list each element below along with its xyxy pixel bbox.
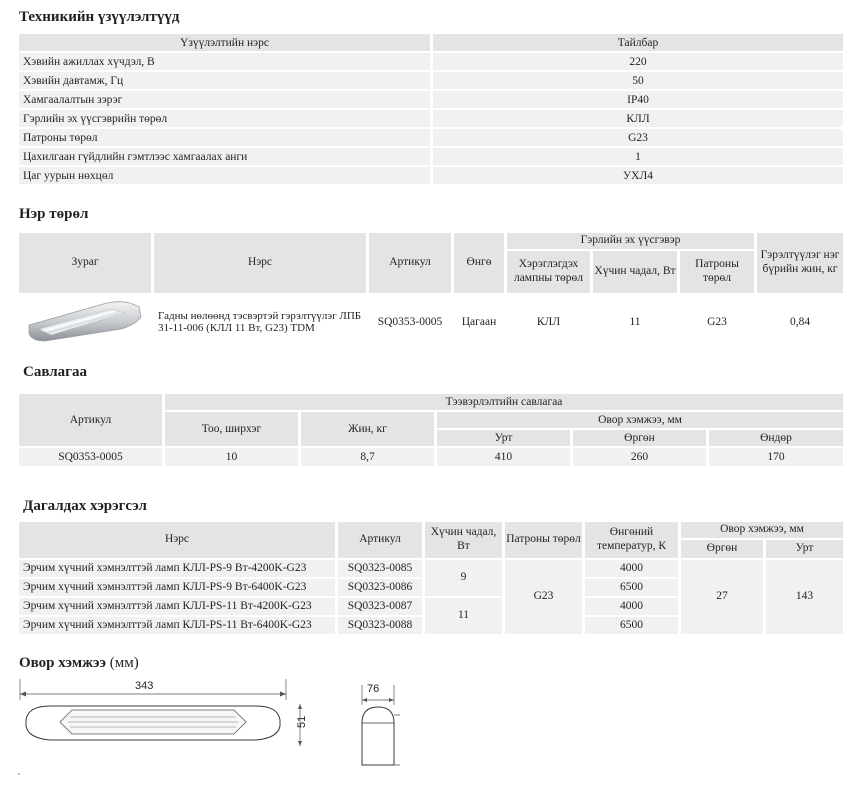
spec-value: КЛЛ: [433, 110, 843, 127]
assortment-header-weight: Гэрэлтүүлэг нэг бүрийн жин, кг: [757, 233, 843, 293]
product-color: Цагаан: [454, 295, 504, 350]
spec-value: IP40: [433, 91, 843, 108]
packaging-table: [16, 392, 846, 468]
assortment-header-name: Нэрс: [154, 233, 366, 293]
spec-value: УХЛ4: [433, 167, 843, 184]
front-view-drawing: [14, 676, 314, 780]
assortment-header-color: Өнгө: [454, 233, 504, 293]
accessory-name: Эрчим хүчний хэмнэлттэй ламп КЛЛ-PS-11 Вт-6400K-G23: [19, 617, 335, 634]
table-row: [19, 448, 843, 466]
dimension-length-label: 343: [135, 680, 154, 692]
section-title-dimensions: [19, 655, 139, 672]
packaging-header-height: Өндөр: [709, 430, 843, 446]
table-row: [19, 167, 843, 184]
table-row: [19, 148, 843, 165]
packaging-header-length: Урт: [437, 430, 570, 446]
spec-name: Цахилгаан гүйдлийн гэмтлээс хамгаалах анги: [19, 148, 430, 165]
table-row: [19, 110, 843, 127]
spec-value: 1: [433, 148, 843, 165]
specs-header-name: Үзүүлэлтийн нэрс: [19, 34, 430, 51]
accessory-temp: 4000: [585, 598, 678, 615]
luminaire-image: [25, 295, 145, 345]
dimension-height-label: 51: [296, 715, 308, 728]
assortment-header-source: Гэрлийн эх үүсгэвэр: [507, 233, 754, 249]
packaging-header-qty: Тоо, ширхэг: [165, 412, 298, 446]
dimensions-title-unit: (мм): [109, 655, 139, 671]
product-socket: G23: [680, 295, 754, 350]
accessory-length: 143: [766, 560, 843, 634]
spec-name: Хэвийн ажиллах хүчдэл, В: [19, 53, 430, 70]
accessories-header-width: Өргөн: [681, 540, 763, 558]
section-title-packaging: Савлагаа: [23, 364, 87, 380]
dimensions-title-text: Овор хэмжээ: [19, 655, 106, 671]
assortment-header-socket: Патроны төрөл: [680, 251, 754, 293]
spec-value: G23: [433, 129, 843, 146]
accessory-socket: G23: [505, 560, 582, 634]
accessory-article: SQ0323-0085: [338, 560, 422, 577]
specs-header-desc: Тайлбар: [433, 34, 843, 51]
assortment-header-power: Хүчин чадал, Вт: [593, 251, 677, 293]
spec-value: 220: [433, 53, 843, 70]
accessories-table: [16, 520, 846, 636]
spec-value: 50: [433, 72, 843, 89]
accessory-article: SQ0323-0087: [338, 598, 422, 615]
accessory-width: 27: [681, 560, 763, 634]
packaging-length: 410: [437, 448, 570, 466]
accessories-header-article: Артикул: [338, 522, 422, 558]
accessory-temp: 6500: [585, 617, 678, 634]
product-power: 11: [593, 295, 677, 350]
section-title-accessories: Дагалдах хэрэгсэл: [23, 498, 147, 514]
table-row: [19, 560, 843, 577]
packaging-weight: 8,7: [301, 448, 434, 466]
section-title-assortment: Нэр төрөл: [19, 206, 89, 222]
accessory-article: SQ0323-0086: [338, 579, 422, 596]
product-weight: 0,84: [757, 295, 843, 350]
packaging-height: 170: [709, 448, 843, 466]
spec-name: Цаг уурын нөхцөл: [19, 167, 430, 184]
packaging-header-dims: Овор хэмжээ, мм: [437, 412, 843, 428]
accessory-temp: 6500: [585, 579, 678, 596]
accessories-header-length: Урт: [766, 540, 843, 558]
accessories-header-socket: Патроны төрөл: [505, 522, 582, 558]
assortment-header-lamp-type: Хэрэглэгдэх лампны төрөл: [507, 251, 590, 293]
packaging-width: 260: [573, 448, 706, 466]
side-view-drawing: [352, 683, 422, 773]
product-lamp-type: КЛЛ: [507, 295, 590, 350]
product-name: Гадны нөлөөнд тэсвэртэй гэрэлтүүлэг ЛПБ 31-11-006 (КЛЛ 11 Вт, G23) TDM: [154, 295, 366, 350]
product-image: [19, 295, 151, 350]
accessory-power-9: 9: [425, 560, 502, 596]
accessories-header-dims: Овор хэмжээ, мм: [681, 522, 843, 538]
assortment-header-image: Зураг: [19, 233, 151, 293]
section-title-specs: Техникийн үзүүлэлтүүд: [19, 9, 180, 25]
product-article: SQ0353-0005: [369, 295, 451, 350]
accessories-header-name: Нэрс: [19, 522, 335, 558]
dimension-width-label: 76: [367, 683, 380, 695]
accessory-article: SQ0323-0088: [338, 617, 422, 634]
table-row: [19, 91, 843, 108]
spec-name: Хамгаалалтын зэрэг: [19, 91, 430, 108]
spec-name: Гэрлийн эх үүсгэврийн төрөл: [19, 110, 430, 127]
spec-name: Хэвийн давтамж, Гц: [19, 72, 430, 89]
accessory-name: Эрчим хүчний хэмнэлттэй ламп КЛЛ-PS-9 Вт-4200K-G23: [19, 560, 335, 577]
packaging-qty: 10: [165, 448, 298, 466]
accessory-power-11: 11: [425, 598, 502, 634]
packaging-header-article: Артикул: [19, 394, 162, 446]
packaging-article: SQ0353-0005: [19, 448, 162, 466]
accessories-header-power: Хүчин чадал, Вт: [425, 522, 502, 558]
accessory-name: Эрчим хүчний хэмнэлттэй ламп КЛЛ-PS-11 Вт-4200K-G23: [19, 598, 335, 615]
assortment-header-article: Артикул: [369, 233, 451, 293]
packaging-header-weight: Жин, кг: [301, 412, 434, 446]
spec-name: Патроны төрөл: [19, 129, 430, 146]
accessory-temp: 4000: [585, 560, 678, 577]
table-row: [19, 72, 843, 89]
packaging-header-width: Өргөн: [573, 430, 706, 446]
specs-table: [16, 32, 846, 186]
table-row: [19, 53, 843, 70]
assortment-table: [16, 231, 846, 352]
packaging-header-transport: Тээвэрлэлтийн савлагаа: [165, 394, 843, 410]
table-row: [19, 129, 843, 146]
accessory-name: Эрчим хүчний хэмнэлттэй ламп КЛЛ-PS-9 Вт-6400K-G23: [19, 579, 335, 596]
accessories-header-temp: Өнгөний температур, К: [585, 522, 678, 558]
table-row: [19, 295, 843, 350]
